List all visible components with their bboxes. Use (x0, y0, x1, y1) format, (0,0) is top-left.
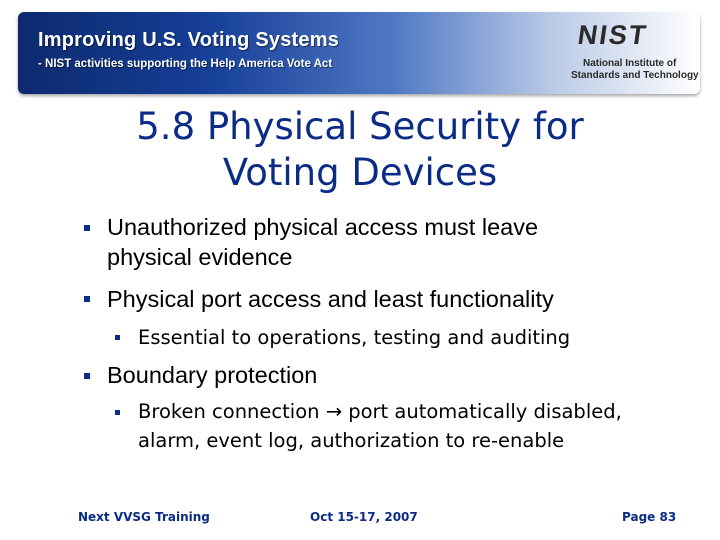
slide-title-line1: 5.8 Physical Security for (136, 105, 584, 148)
nist-logo (563, 20, 699, 90)
footer-page-number: Page 83 (622, 510, 677, 524)
slide-title (80, 104, 640, 196)
sub-bullet-text-line2: alarm, event log, authorization to re-enable (138, 429, 565, 452)
bullet-text-line2: physical evidence (107, 244, 293, 270)
sub-bullet-text-line1: Broken connection → port automatically disabled, (138, 400, 622, 423)
sub-bullet-marker (115, 410, 120, 415)
bullet-marker (84, 296, 90, 302)
header-banner (18, 12, 700, 94)
bullet-marker (84, 373, 90, 379)
bullet-item (107, 212, 538, 272)
sub-bullet-marker (115, 335, 120, 340)
slide-title-line2: Voting Devices (222, 151, 498, 194)
bullet-text: Boundary protection (107, 362, 318, 388)
banner-title: Improving U.S. Voting Systems (38, 29, 340, 51)
bullet-text-line1: Unauthorized physical access must leave (107, 214, 539, 240)
bullet-text: Physical port access and least functionality (107, 286, 554, 312)
nist-logo-word: NIST (575, 20, 650, 50)
bullet-marker (84, 225, 90, 231)
nist-logo-line2: Standards and Technology (571, 70, 699, 81)
sub-bullet-item (138, 397, 622, 455)
nist-logo-line1: National Institute of (583, 58, 677, 69)
footer-date: Oct 15-17, 2007 (310, 510, 418, 524)
footer-left: Next VVSG Training (78, 510, 210, 524)
banner-subtitle: - NIST activities supporting the Help America Vote Act (38, 58, 333, 70)
sub-bullet-text: Essential to operations, testing and auditing (138, 326, 571, 349)
